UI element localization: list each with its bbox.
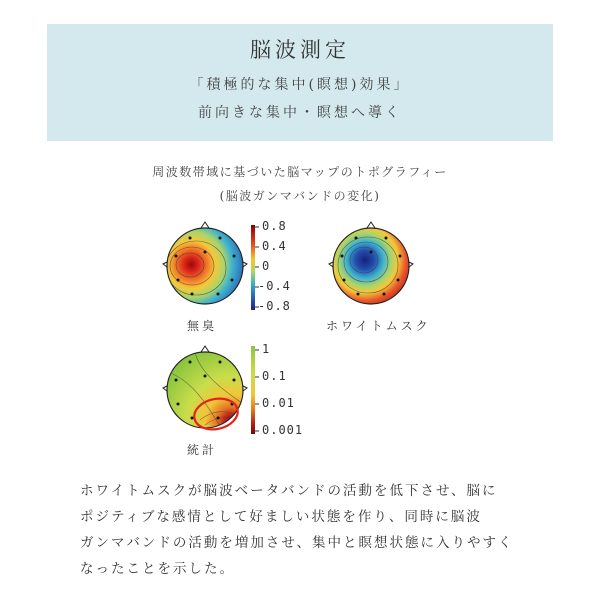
banner-tagline: 前向きな集中・瞑想へ導く xyxy=(198,105,402,121)
p-tick: 0.1 xyxy=(262,369,287,383)
banner-subtitle: 「積極的な集中(瞑想)効果」 xyxy=(189,77,411,93)
power-tick: -0.8 xyxy=(258,299,291,313)
description-line: ポジティブな感情として好ましい状態を作り、同時に脳波 xyxy=(80,509,482,525)
p-tick: 0.001 xyxy=(262,423,304,437)
power-tick: 0 xyxy=(262,259,271,273)
map-label-statistics: 統計 xyxy=(187,443,218,457)
power-tick: 0.4 xyxy=(262,239,287,253)
page-title: 脳波測定 xyxy=(250,38,350,62)
figure-caption: 周波数帯域に基づいた脳マップのトポグラフィー xyxy=(152,165,448,179)
power-tick: 0.8 xyxy=(262,219,287,233)
description-paragraph xyxy=(80,478,540,582)
description-line: ホワイトムスクが脳波ベータバンドの活動を低下させ、脳に xyxy=(80,483,498,499)
brain-map-statistics xyxy=(163,346,247,433)
power-colorbar xyxy=(251,225,259,310)
map-label-white-musk: ホワイトムスク xyxy=(326,319,431,333)
brain-map-white-musk xyxy=(329,222,413,304)
p-tick: 0.01 xyxy=(262,396,295,410)
description-line: ガンマバンドの活動を増加させ、集中と瞑想状態に入りやすく xyxy=(80,535,514,551)
brain-map-unscented xyxy=(163,222,247,304)
power-tick: -0.4 xyxy=(258,279,291,293)
description-line: なったことを示した。 xyxy=(80,561,235,577)
figure-subcaption: (脳波ガンマバンドの変化) xyxy=(219,189,381,203)
map-label-unscented: 無臭 xyxy=(187,319,218,333)
p-tick: 1 xyxy=(262,342,271,356)
p-value-colorbar xyxy=(251,346,259,434)
